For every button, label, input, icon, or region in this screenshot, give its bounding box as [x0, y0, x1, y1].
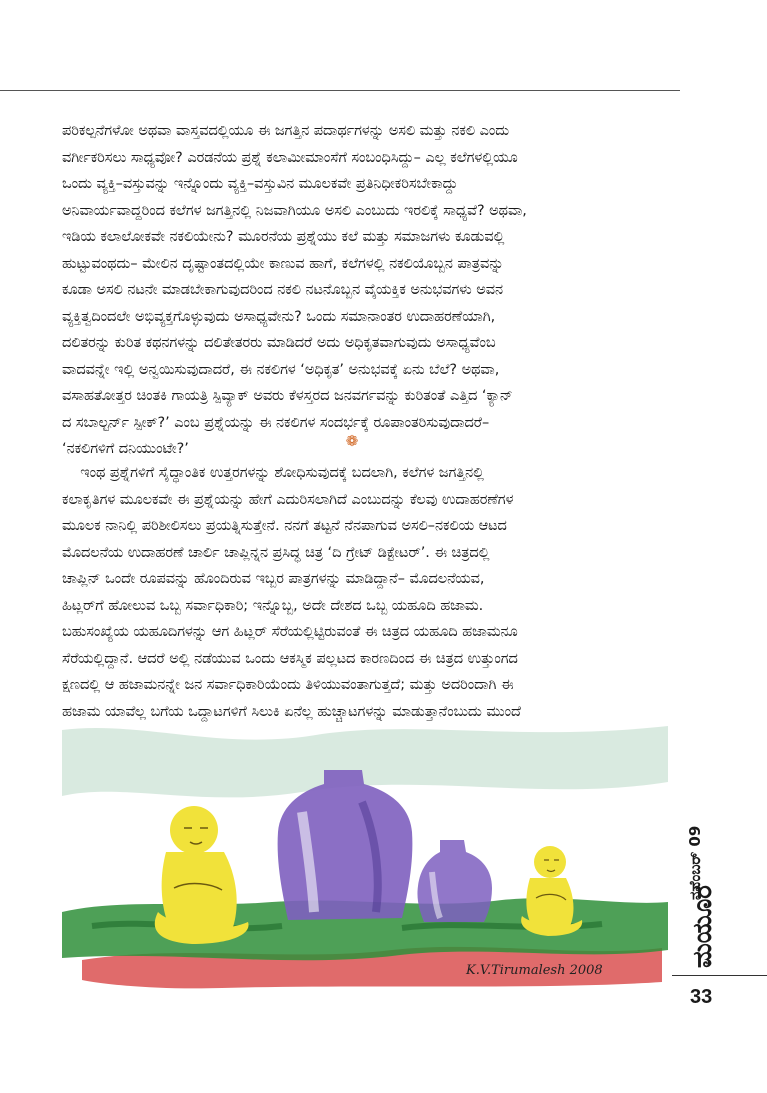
watercolor-illustration	[62, 712, 668, 994]
footer-rule	[672, 975, 767, 976]
magazine-name: ಮಯೂರ	[688, 885, 718, 968]
text-line: ಮೊದಲನೆಯ ಉದಾಹರಣೆ ಚಾರ್ಲಿ ಚಾಪ್ಲಿನ್ನನ ಪ್ರಸಿದ್ಧ ಚಿತ್ರ ‘ದಿ ಗ್ರೇಟ್ ಡಿಕ್ಟೇಟರ್’. ಈ ಚಿತ್ರದಲ್ಲಿ	[62, 544, 490, 561]
page-number: 33	[690, 986, 713, 1008]
top-rule	[0, 90, 680, 91]
text-line: ಹಜಾಮ ಯಾವೆಲ್ಲ ಬಗೆಯ ಒದ್ದಾಟಗಳಿಗೆ ಸಿಲುಕಿ ಏನೆಲ್ಲ ಹುಚ್ಚಾಟಗಳನ್ನು ಮಾಡುತ್ತಾನೆಂಬುದು ಮುಂದೆ	[62, 703, 521, 720]
text-line: ಇಡಿಯ ಕಲಾಲೋಕವೇ ನಕಲಿಯೇನು? ಮೂರನೆಯ ಪ್ರಶ್ನೆಯು ಕಲೆ ಮತ್ತು ಸಮಾಜಗಳು ಕೂಡುವಲ್ಲಿ	[62, 229, 505, 245]
issue-date: ನವೆಂಬರ್ 09	[686, 825, 704, 900]
text-line: ಕಲಾಕೃತಿಗಳ ಮೂಲಕವೇ ಈ ಪ್ರಶ್ನೆಯನ್ನು ಹೇಗೆ ಎದುರಿಸಲಾಗಿದೆ ಎಂಬುದನ್ನು ಕೆಲವು ಉದಾಹರಣೆಗಳ	[62, 491, 514, 508]
text-line: ವಾದವನ್ನೇ ಇಲ್ಲಿ ಅನ್ವಯಿಸುವುದಾದರೆ, ಈ ನಕಲಿಗಳ ‘ಅಧಿಕೃತ’ ಅನುಭವಕ್ಕೆ ಏನು ಬೆಲೆ? ಅಥವಾ,	[62, 361, 500, 378]
text-line: ವಸಾಹತೋತ್ತರ ಚಿಂತಕಿ ಗಾಯತ್ರಿ ಸ್ಪಿವ್ಯಾಕ್ ಅವರು ಕೆಳಸ್ತರದ ಜನವರ್ಗವನ್ನು ಕುರಿತಂತೆ ಎತ್ತಿದ ‘ಕ್ಯಾನ್	[62, 388, 513, 404]
text-line: ಬಹುಸಂಖ್ಯೆಯ ಯಹೂದಿಗಳನ್ನು ಆಗ ಹಿಟ್ಲರ್ ಸೆರೆಯಲ್ಲಿಟ್ಟಿರುವಂತೆ ಈ ಚಿತ್ರದ ಯಹೂದಿ ಹಜಾಮನೂ	[62, 624, 518, 640]
section-ornament: ❁	[345, 432, 359, 450]
text-line: ವ್ಯಕ್ತಿತ್ವದಿಂದಲೇ ಅಭಿವ್ಯಕ್ತಗೊಳ್ಳುವುದು ಅಸಾಧ್ಯವೇನು? ಒಂದು ಸಮಾನಾಂತರ ಉದಾಹರಣೆಯಾಗಿ,	[62, 308, 496, 325]
text-line: ಕ್ಷಣದಲ್ಲಿ ಆ ಹಜಾಮನನ್ನೇ ಜನ ಸರ್ವಾಧಿಕಾರಿಯೆಂದು ತಿಳಿಯುವಂತಾಗುತ್ತದೆ; ಮತ್ತು ಅದರಿಂದಾಗಿ ಈ	[62, 677, 514, 693]
text-line: ‘ನಕಲಿಗಳಿಗೆ ದನಿಯುಂಟೇ?’	[62, 441, 189, 457]
text-line: ದಲಿತರನ್ನು ಕುರಿತ ಕಥನಗಳನ್ನು ದಲಿತೇತರರು ಮಾಡಿದರೆ ಅದು ಅಧಿಕೃತವಾಗುವುದು ಅಸಾಧ್ಯವೆಂಬ	[62, 335, 496, 351]
text-line: ಚಾಪ್ಲಿನ್ ಒಂದೇ ರೂಪವನ್ನು ಹೊಂದಿರುವ ಇಬ್ಬರ ಪಾತ್ರಗಳನ್ನು ಮಾಡಿದ್ದಾನೆ– ಮೊದಲನೆಯವ,	[62, 571, 485, 587]
text-line: ಹಿಟ್ಲರ್‌ಗೆ ಹೋಲುವ ಒಬ್ಬ ಸರ್ವಾಧಿಕಾರಿ; ಇನ್ನೊಬ್ಬ, ಅದೇ ದೇಶದ ಒಬ್ಬ ಯಹೂದಿ ಹಜಾಮ.	[62, 597, 484, 614]
text-line: ಒಂದು ವ್ಯಕ್ತಿ–ವಸ್ತುವನ್ನು ಇನ್ನೊಂದು ವ್ಯಕ್ತಿ–ವಸ್ತುವಿನ ಮೂಲಕವೇ ಪ್ರತಿನಿಧೀಕರಿಸಬೇಕಾದ್ದು	[62, 176, 458, 192]
text-line: ವರ್ಗೀಕರಿಸಲು ಸಾಧ್ಯವೋ? ಎರಡನೆಯ ಪ್ರಶ್ನೆ ಕಲಾಮೀಮಾಂಸೆಗೆ ಸಂಬಂಧಿಸಿದ್ದು– ಎಲ್ಲ ಕಲೆಗಳಲ್ಲಿಯೂ	[62, 149, 518, 166]
text-line: ಸೆರೆಯಲ್ಲಿದ್ದಾನೆ. ಆದರೆ ಅಲ್ಲಿ ನಡೆಯುವ ಒಂದು ಆಕಸ್ಮಿಕ ಪಲ್ಲಟದ ಕಾರಣದಿಂದ ಈ ಚಿತ್ರದ ಉತ್ತುಂಗದ	[62, 650, 518, 667]
text-line: ಅನಿವಾರ್ಯವಾದ್ದರಿಂದ ಕಲೆಗಳ ಜಗತ್ತಿನಲ್ಲಿ ನಿಜವಾಗಿಯೂ ಅಸಲಿ ಎಂಬುದು ಇರಲಿಕ್ಕೆ ಸಾಧ್ಯವೆ? ಅಥವಾ,	[62, 202, 527, 219]
text-line: ಪರಿಕಲ್ಪನೆಗಳೋ ಅಥವಾ ವಾಸ್ತವದಲ್ಲಿಯೂ ಈ ಜಗತ್ತಿನ ಪದಾರ್ಥಗಳನ್ನು ಅಸಲಿ ಮತ್ತು ನಕಲಿ ಎಂದು	[62, 123, 510, 139]
text-line: ಮೂಲಕ ನಾನಿಲ್ಲಿ ಪರಿಶೀಲಿಸಲು ಪ್ರಯತ್ನಿಸುತ್ತೇನೆ. ನನಗೆ ತಟ್ಟನೆ ನೆನಪಾಗುವ ಅಸಲಿ–ನಕಲಿಯ ಆಟದ	[62, 518, 507, 534]
text-line: ಇಂಥ ಪ್ರಶ್ನೆಗಳಿಗೆ ಸೈದ್ಧಾಂತಿಕ ಉತ್ತರಗಳನ್ನು ಶೋಧಿಸುವುದಕ್ಕೆ ಬದಲಾಗಿ, ಕಲೆಗಳ ಜಗತ್ತಿನಲ್ಲಿ	[62, 465, 484, 481]
text-line: ಕೂಡಾ ಅಸಲಿ ನಟನೇ ಮಾಡಬೇಕಾಗುವುದರಿಂದ ನಕಲಿ ನಟನೊಬ್ಬನ ವೈಯಕ್ತಿಕ ಅನುಭವಗಳು ಅವನ	[62, 282, 503, 298]
article-paragraph-2	[62, 460, 664, 725]
small-purple-pot	[417, 840, 492, 922]
article-paragraph-1	[62, 118, 664, 463]
artist-signature: K.V.Tirumalesh 2008	[466, 963, 603, 978]
text-line: ದ ಸಬಾಲ್ಟರ್ನ್ ಸ್ಪೀಕ್?’ ಎಂಬ ಪ್ರಶ್ನೆಯನ್ನು ಈ ನಕಲಿಗಳ ಸಂದರ್ಭಕ್ಕೆ ರೂಪಾಂತರಿಸುವುದಾದರೆ–	[62, 414, 490, 431]
text-line: ಹುಟ್ಟುವಂಥದು– ಮೇಲಿನ ದೃಷ್ಟಾಂತದಲ್ಲಿಯೇ ಕಾಣುವ ಹಾಗೆ, ಕಲೆಗಳಲ್ಲಿ ನಕಲಿಯೊಬ್ಬನ ಪಾತ್ರವನ್ನು	[62, 255, 504, 272]
